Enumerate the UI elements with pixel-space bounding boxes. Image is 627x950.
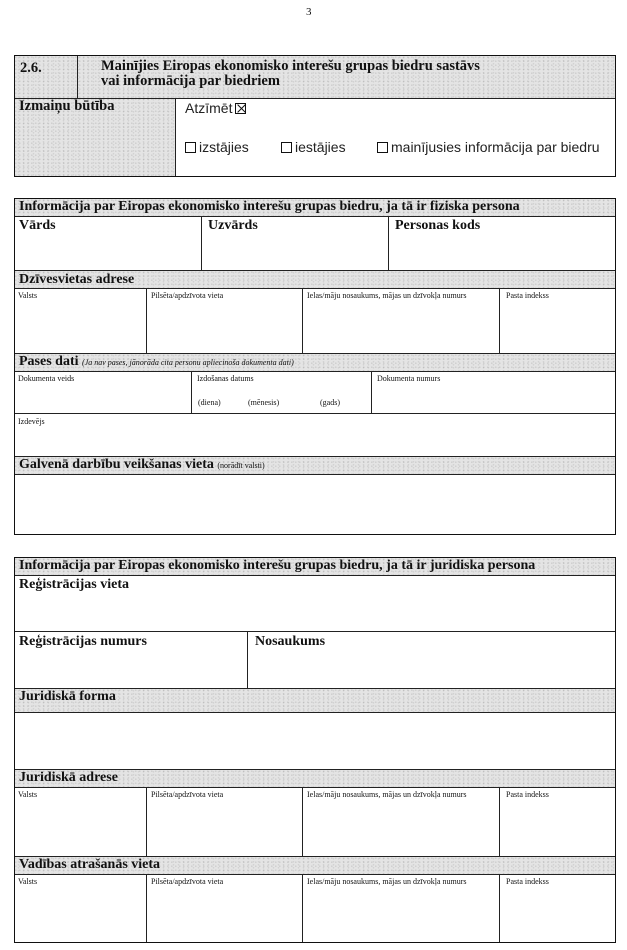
main-activity-heading <box>19 457 265 473</box>
surname-label: Uzvārds <box>208 218 258 233</box>
year-label: (gads) <box>320 398 340 407</box>
la-postal-label: Pasta indekss <box>506 790 549 799</box>
legal-form-heading: Juridiskā forma <box>19 689 116 704</box>
section-title <box>101 59 480 89</box>
doc-number-label: Dokumenta numurs <box>377 374 441 383</box>
month-label: (mēnesis) <box>248 398 280 407</box>
passport-note: (Ja nav pases, jānorāda cita personu apliecinoša dokumenta dati) <box>82 358 294 367</box>
option-joined[interactable] <box>281 139 346 155</box>
issuer-label: Izdevējs <box>18 417 45 426</box>
checkbox-info-changed[interactable] <box>377 142 388 153</box>
section-2-6 <box>14 55 616 177</box>
passport-heading <box>19 354 294 370</box>
legal-person-heading: Informācija par Eiropas ekonomisko interešu grupas biedru, ja tā ir juridiska persona <box>19 558 536 573</box>
la-city-label: Pilsēta/apdzīvota vieta <box>151 790 224 799</box>
legal-address-heading: Juridiskā adrese <box>19 770 118 785</box>
la-street-label: Ielas/māju nosaukums, mājas un dzīvokļa numurs <box>307 790 467 799</box>
section-number: 2.6. <box>20 60 42 76</box>
mark-instruction <box>185 100 246 116</box>
ml-postal-label: Pasta indekss <box>506 877 549 886</box>
residence-heading: Dzīvesvietas adrese <box>19 272 135 287</box>
option-left[interactable] <box>185 139 249 155</box>
passport-heading-text: Pases dati <box>19 354 79 369</box>
option-info-changed-label: mainījusies informācija par biedru <box>391 139 600 155</box>
checkbox-left[interactable] <box>185 142 196 153</box>
first-name-label: Vārds <box>19 218 56 233</box>
company-name-label: Nosaukums <box>255 634 326 649</box>
natural-person-section <box>14 198 616 535</box>
res-street-label: Ielas/māju nosaukums, mājas un dzīvokļa numurs <box>307 291 467 300</box>
mark-label: Atzīmēt <box>185 100 233 116</box>
option-info-changed[interactable] <box>377 139 600 155</box>
ml-street-label: Ielas/māju nosaukums, mājas un dzīvokļa numurs <box>307 877 467 886</box>
legal-person-section <box>14 557 616 943</box>
issue-date-label: Izdošanas datums <box>197 374 254 383</box>
day-label: (diena) <box>198 398 221 407</box>
main-activity-note: (norādīt valsti) <box>217 461 265 470</box>
res-city-label: Pilsēta/apdzīvota vieta <box>151 291 224 300</box>
res-postal-label: Pasta indekss <box>506 291 549 300</box>
section-title-line1: Mainījies Eiropas ekonomisko interešu grupas biedru sastāvs <box>101 58 480 74</box>
checked-box-icon <box>235 103 246 114</box>
ml-city-label: Pilsēta/apdzīvota vieta <box>151 877 224 886</box>
la-country-label: Valsts <box>18 790 38 799</box>
doc-type-label: Dokumenta veids <box>18 374 75 383</box>
change-type-label: Izmaiņu būtība <box>19 98 115 114</box>
option-joined-label: iestājies <box>295 139 346 155</box>
reg-place-label: Reģistrācijas vieta <box>19 577 130 592</box>
reg-number-label: Reģistrācijas numurs <box>19 634 147 649</box>
main-activity-text: Galvenā darbību veikšanas vieta <box>19 457 214 472</box>
page-number: 3 <box>306 6 312 18</box>
personal-code-label: Personas kods <box>395 218 481 233</box>
ml-country-label: Valsts <box>18 877 38 886</box>
natural-person-heading: Informācija par Eiropas ekonomisko interešu grupas biedru, ja tā ir fiziska persona <box>19 199 520 214</box>
checkbox-joined[interactable] <box>281 142 292 153</box>
mgmt-location-heading: Vadības atrašanās vieta <box>19 857 161 872</box>
res-country-label: Valsts <box>18 291 38 300</box>
section-title-line2: vai informācija par biedriem <box>101 73 280 89</box>
option-left-label: izstājies <box>199 139 249 155</box>
